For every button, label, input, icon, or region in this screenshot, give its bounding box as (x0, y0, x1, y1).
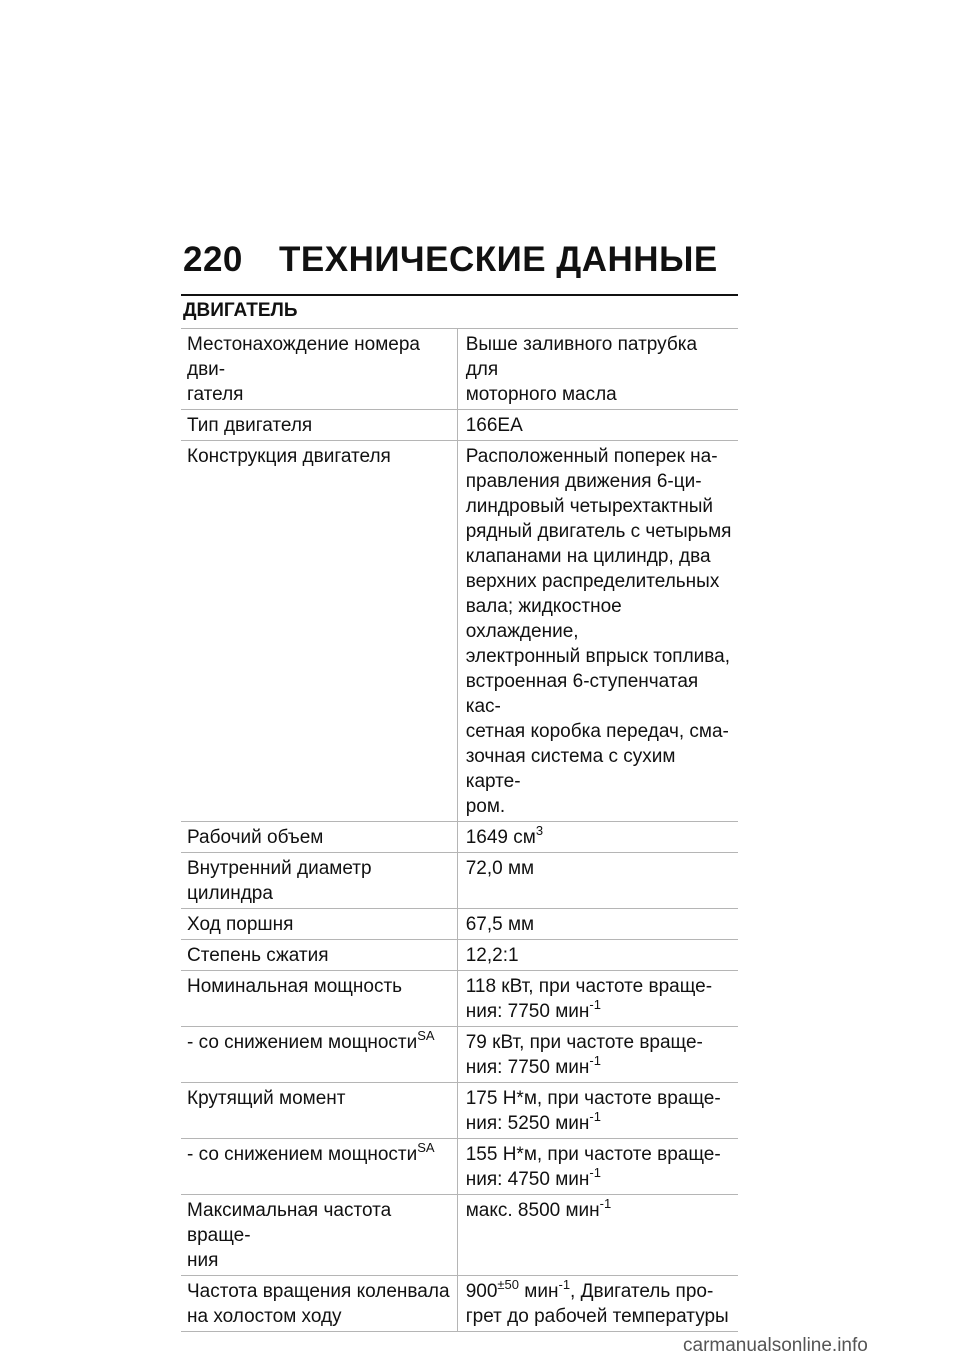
spec-label-cell (181, 1195, 457, 1276)
table-row (181, 410, 738, 441)
engine-spec-table (181, 328, 738, 1332)
table-row (181, 971, 738, 1027)
spec-value-unit: мин (519, 1281, 559, 1302)
table-row (181, 853, 738, 909)
spec-label-cell (181, 940, 457, 971)
spec-value: 72,0 мм (465, 858, 535, 879)
spec-label: Тип двигателя (187, 415, 313, 436)
spec-label-cell (181, 909, 457, 940)
spec-label-cell (181, 853, 457, 909)
spec-value: Расположенный поперек на- правления движения 6-ци- линдровый четырехтактный рядный двигатель с четырьмя клапанами на цилиндр, два верхних распределительных вала; жидкостное охлаждение, электронный впрыск топлива, встроенная 6-ступенчатая кас- сетная коробка передач, сма- зочная система с сухим карте- ром. (465, 446, 732, 817)
watermark: carmanualsonline.info (683, 1335, 868, 1356)
spec-value-cell (457, 1276, 738, 1332)
spec-value-cell (457, 329, 738, 410)
page-title: ТЕХНИЧЕСКИЕ ДАННЫЕ (279, 240, 718, 279)
special-equipment-mark: SA (417, 1027, 435, 1043)
table-row (181, 1083, 738, 1139)
table-row (181, 329, 738, 410)
spec-label: Степень сжатия (187, 945, 329, 966)
spec-label: Номинальная мощность (187, 976, 403, 997)
section-title-text: ДВИГАТЕЛЬ (183, 300, 298, 321)
spec-value: Выше заливного патрубка для моторного масла (465, 334, 698, 405)
spec-value: 79 кВт, при частоте враще- ния: 7750 мин (465, 1032, 703, 1078)
spec-value-cell (457, 971, 738, 1027)
spec-value-superscript: 3 (535, 822, 544, 838)
table-row (181, 1139, 738, 1195)
spec-value-cell (457, 940, 738, 971)
spec-label: Частота вращения коленвала на холостом ходу (187, 1281, 450, 1327)
spec-value-cell (457, 1195, 738, 1276)
spec-label-cell (181, 1139, 457, 1195)
table-row (181, 1027, 738, 1083)
spec-value-superscript: ±50 (497, 1276, 520, 1292)
spec-label-cell (181, 971, 457, 1027)
spec-label-cell (181, 822, 457, 853)
spec-value-superscript: -1 (589, 996, 601, 1012)
spec-label-cell (181, 329, 457, 410)
table-row (181, 1276, 738, 1332)
spec-value-cell (457, 822, 738, 853)
spec-label-cell (181, 1027, 457, 1083)
spec-label: Ход поршня (187, 914, 294, 935)
spec-value: 118 кВт, при частоте враще- ния: 7750 мин (465, 976, 713, 1022)
special-equipment-mark: SA (417, 1139, 435, 1155)
spec-value-cell (457, 410, 738, 441)
spec-label: Крутящий момент (187, 1088, 346, 1109)
spec-value-superscript: -1 (599, 1195, 612, 1211)
spec-label-cell (181, 410, 457, 441)
spec-value-superscript: -1 (589, 1108, 601, 1124)
spec-label-cell (181, 441, 457, 822)
spec-value-cell (457, 1083, 738, 1139)
spec-value: 175 Н*м, при частоте враще- ния: 5250 мин (465, 1088, 721, 1134)
spec-value-cell (457, 1139, 738, 1195)
spec-value: 155 Н*м, при частоте враще- ния: 4750 мин (465, 1144, 721, 1190)
table-row (181, 1195, 738, 1276)
spec-value-cell (457, 1027, 738, 1083)
spec-label: Внутренний диаметр цилиндра (187, 858, 372, 904)
spec-label-cell (181, 1083, 457, 1139)
table-row (181, 441, 738, 822)
spec-value-cell (457, 909, 738, 940)
spec-value-unit-superscript: -1 (558, 1276, 571, 1292)
spec-label: Конструкция двигателя (187, 446, 391, 467)
spec-label: Местонахождение номера дви- гателя (187, 334, 421, 405)
spec-value: макс. 8500 мин (465, 1200, 600, 1221)
table-row (181, 909, 738, 940)
spec-value: 12,2:1 (465, 945, 519, 966)
spec-value: 166EA (465, 415, 523, 436)
page-header (183, 240, 738, 280)
spec-value: 67,5 мм (465, 914, 535, 935)
spec-value-superscript: -1 (589, 1052, 601, 1068)
spec-value-superscript: -1 (589, 1164, 601, 1180)
spec-value-note: , Двигатель про- грет до рабочей температуры (465, 1281, 729, 1327)
table-row (181, 822, 738, 853)
page-number: 220 (183, 240, 243, 279)
spec-value-cell (457, 441, 738, 822)
spec-value: 900 (465, 1281, 498, 1302)
table-row (181, 940, 738, 971)
spec-table-body (181, 329, 738, 1332)
spec-label: ‑ со снижением мощности (187, 1144, 418, 1165)
spec-label: Рабочий объем (187, 827, 324, 848)
spec-label: ‑ со снижением мощности (187, 1032, 418, 1053)
spec-label-cell (181, 1276, 457, 1332)
spec-value-cell (457, 853, 738, 909)
spec-label: Максимальная частота враще- ния (187, 1200, 392, 1271)
section-title (183, 294, 738, 322)
spec-value: 1649 см (465, 827, 536, 848)
